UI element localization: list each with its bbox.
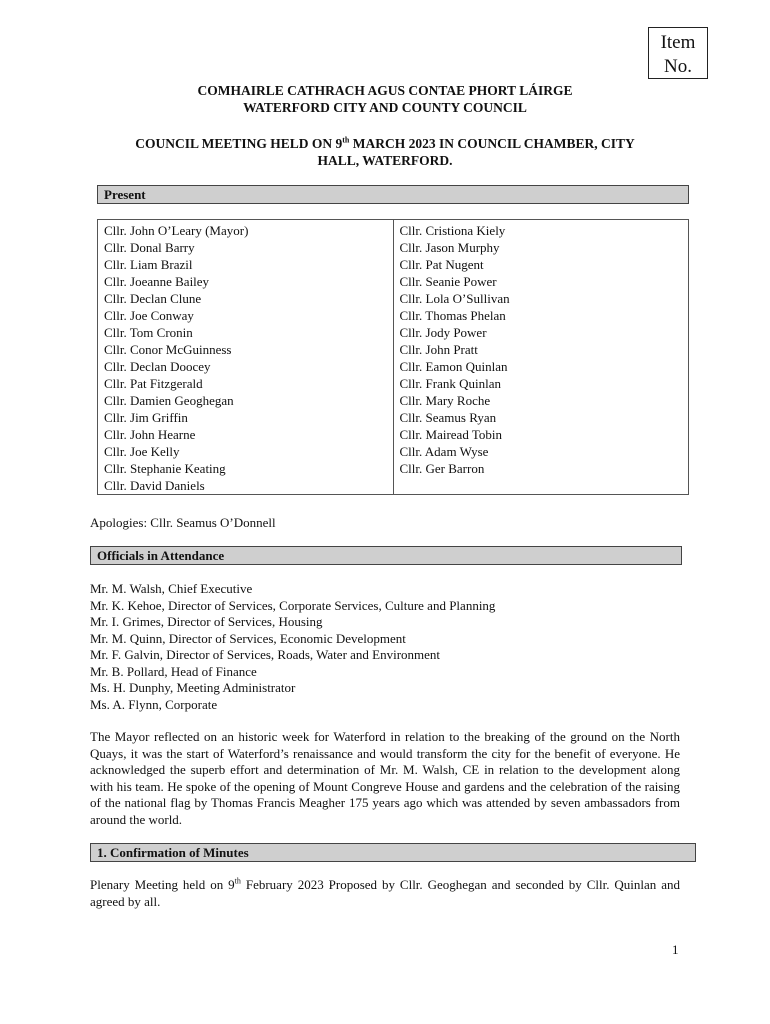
present-member-right: Cllr. Cristiona Kiely: [393, 220, 689, 240]
present-member-right: Cllr. John Pratt: [393, 341, 689, 358]
present-row: [98, 341, 689, 358]
page-number: 1: [672, 942, 679, 957]
section1-text-post: February 2023 Proposed by Cllr. Geoghegan and seconded by Cllr. Quinlan and agreed by all.: [90, 877, 680, 909]
present-member-right: Cllr. Seanie Power: [393, 273, 689, 290]
officials-list: [90, 581, 495, 713]
meeting-title-line1: [80, 136, 690, 152]
present-row: [98, 392, 689, 409]
official-item: Ms. H. Dunphy, Meeting Administrator: [90, 680, 296, 695]
item-no-label: No.: [664, 56, 692, 77]
present-member-right: Cllr. Lola O’Sullivan: [393, 290, 689, 307]
officials-heading: Officials in Attendance: [90, 546, 682, 565]
present-heading: Present: [97, 185, 689, 204]
meeting-title-pre: COUNCIL MEETING HELD ON 9: [135, 136, 343, 151]
present-member-right: Cllr. Frank Quinlan: [393, 375, 689, 392]
present-member-right: Cllr. Ger Barron: [393, 460, 689, 477]
mayor-paragraph: The Mayor reflected on an historic week for Waterford in relation to the breaking of the ground on the North Quays, it was the start of Waterford’s renaissance and would transform the city for the benefit of everyone. He acknowledged the superb effort and determination of Mr. M. Walsh, CE in relation to the development along with his team. He spoke of the opening of Mount Congreve House and gardens and the celebration of the raising of the national flag by Thomas Francis Meagher 175 years ago which was attended by seven ambassadors from around the world.: [90, 729, 680, 827]
present-member-left: Cllr. Stephanie Keating: [98, 460, 394, 477]
present-member-right: Cllr. Mary Roche: [393, 392, 689, 409]
present-row: [98, 477, 689, 495]
present-row: [98, 460, 689, 477]
present-member-right: Cllr. Eamon Quinlan: [393, 358, 689, 375]
present-member-left: Cllr. Damien Geoghegan: [98, 392, 394, 409]
present-row: [98, 307, 689, 324]
official-item: Mr. M. Quinn, Director of Services, Economic Development: [90, 630, 406, 646]
section1-text-sup: th: [234, 876, 241, 886]
present-member-right: Cllr. Thomas Phelan: [393, 307, 689, 324]
present-member-left: Cllr. John Hearne: [98, 426, 394, 443]
present-member-right: Cllr. Mairead Tobin: [393, 426, 689, 443]
present-member-left: Cllr. Liam Brazil: [98, 256, 394, 273]
present-member-left: Cllr. Joe Kelly: [98, 443, 394, 460]
present-member-left: Cllr. Tom Cronin: [98, 324, 394, 341]
official-item: Mr. I. Grimes, Director of Services, Housing: [90, 614, 323, 629]
present-row: [98, 239, 689, 256]
present-member-left: Cllr. Donal Barry: [98, 239, 394, 256]
present-member-left: Cllr. David Daniels: [98, 477, 394, 495]
present-member-left: Cllr. Joe Conway: [98, 307, 394, 324]
present-member-right: Cllr. Jason Murphy: [393, 239, 689, 256]
present-row: [98, 290, 689, 307]
section1-heading: 1. Confirmation of Minutes: [90, 843, 696, 862]
present-row: [98, 324, 689, 341]
meeting-title-line2: HALL, WATERFORD.: [317, 153, 453, 168]
council-irish-name: COMHAIRLE CATHRACH AGUS CONTAE PHORT LÁIRGE: [197, 83, 573, 98]
present-member-right: Cllr. Seamus Ryan: [393, 409, 689, 426]
present-table: [97, 219, 689, 495]
present-row: [98, 273, 689, 290]
official-item: Mr. M. Walsh, Chief Executive: [90, 581, 253, 596]
present-row: [98, 220, 689, 240]
present-member-right: Cllr. Pat Nugent: [393, 256, 689, 273]
present-row: [98, 256, 689, 273]
apologies: Apologies: Cllr. Seamus O’Donnell: [90, 515, 276, 530]
section1-text-pre: Plenary Meeting held on 9: [90, 877, 235, 892]
present-row: [98, 358, 689, 375]
official-item: Mr. K. Kehoe, Director of Services, Corporate Services, Culture and Planning: [90, 597, 496, 613]
present-member-left: Cllr. Jim Griffin: [98, 409, 394, 426]
present-row: [98, 409, 689, 426]
council-english-name: WATERFORD CITY AND COUNTY COUNCIL: [243, 100, 527, 115]
present-row: [98, 375, 689, 392]
item-number-box: [648, 27, 708, 79]
present-row: [98, 443, 689, 460]
meeting-title-post: MARCH 2023 IN COUNCIL CHAMBER, CITY: [349, 136, 635, 151]
present-member-right: [393, 477, 689, 495]
present-member-left: Cllr. Conor McGuinness: [98, 341, 394, 358]
present-member-left: Cllr. John O’Leary (Mayor): [98, 220, 394, 240]
official-item: Ms. A. Flynn, Corporate: [90, 696, 218, 712]
present-member-left: Cllr. Declan Clune: [98, 290, 394, 307]
section1-text: [90, 877, 680, 910]
official-item: Mr. B. Pollard, Head of Finance: [90, 663, 257, 679]
item-label: Item: [660, 32, 696, 53]
present-member-left: Cllr. Declan Doocey: [98, 358, 394, 375]
present-member-left: Cllr. Joeanne Bailey: [98, 273, 394, 290]
present-member-right: Cllr. Adam Wyse: [393, 443, 689, 460]
present-member-right: Cllr. Jody Power: [393, 324, 689, 341]
present-member-left: Cllr. Pat Fitzgerald: [98, 375, 394, 392]
meeting-title-sup: th: [342, 135, 350, 145]
present-row: [98, 426, 689, 443]
official-item: Mr. F. Galvin, Director of Services, Roads, Water and Environment: [90, 647, 441, 662]
